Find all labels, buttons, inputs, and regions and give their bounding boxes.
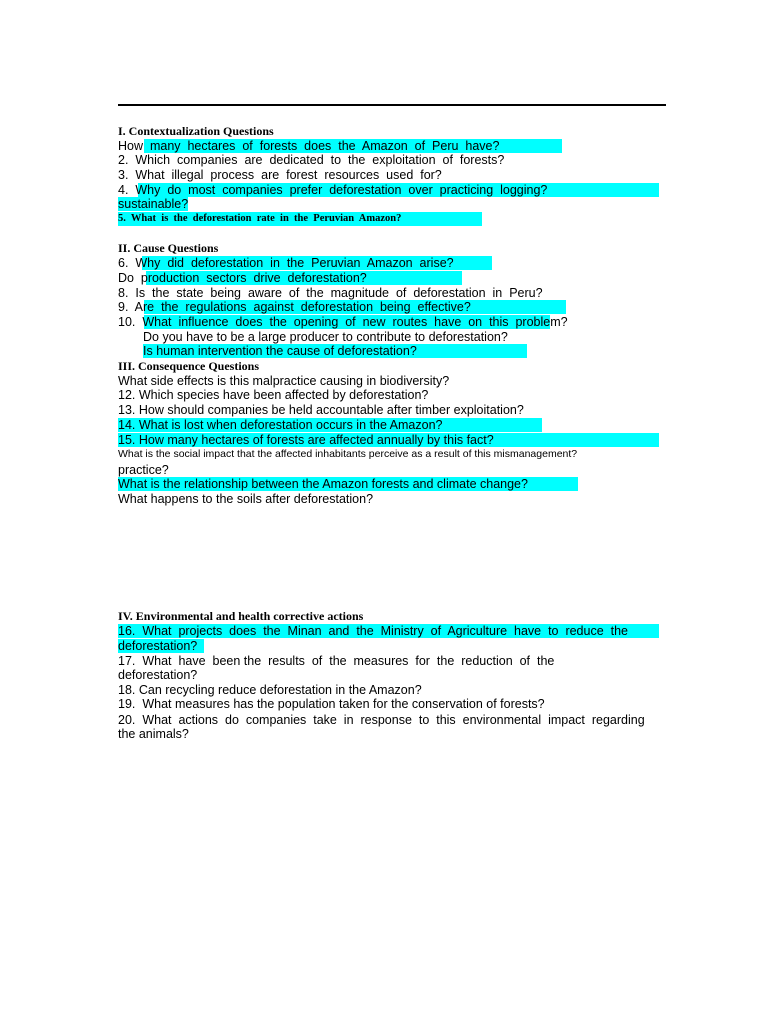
- question-line: deforestation?: [118, 668, 198, 682]
- question-line: Do production sectors drive deforestation?: [118, 271, 708, 286]
- question-line: What side effects is this malpractice causing in biodiversity?: [118, 374, 450, 388]
- question-line: 10. What influence does the opening of new routes have on this problem?: [118, 315, 568, 329]
- section-heading: II. Cause Questions: [118, 241, 219, 255]
- question-line: Do you have to be a large producer to contribute to deforestation?: [143, 330, 508, 344]
- question-line: 17. What have been the results of the measures for the reduction of the: [118, 654, 555, 668]
- question-line: 15. How many hectares of forests are affected annually by this fact?: [118, 433, 708, 448]
- section-heading: I. Contextualization Questions: [118, 124, 274, 138]
- question-line: the animals?: [118, 727, 189, 741]
- section-heading: III. Consequence Questions: [118, 359, 260, 373]
- question-line: sustainable?: [118, 197, 189, 211]
- question-line: 2. Which companies are dedicated to the exploitation of forests?: [118, 153, 505, 167]
- question-line: 16. What projects does the Minan and the Ministry of Agriculture have to reduce the: [118, 624, 708, 639]
- question-line: 9. Are the regulations against deforestation being effective?: [118, 300, 708, 315]
- question-line: 13. How should companies be held accountable after timber exploitation?: [118, 403, 524, 417]
- question-line: 19. What measures has the population taken for the conservation of forests?: [118, 697, 545, 711]
- question-line: 5. What is the deforestation rate in the Peruvian Amazon?: [118, 211, 708, 226]
- question-line: What happens to the soils after deforestation?: [118, 492, 374, 506]
- question-line: 8. Is the state being aware of the magnitude of deforestation in Peru?: [118, 286, 543, 300]
- question-line: practice?: [118, 463, 169, 477]
- question-line: 3. What illegal process are forest resources used for?: [118, 168, 442, 182]
- question-line: What is the relationship between the Amazon forests and climate change?: [118, 477, 708, 492]
- question-line: Is human intervention the cause of deforestation?: [143, 344, 733, 359]
- section-heading: IV. Environmental and health corrective actions: [118, 609, 364, 623]
- question-line: 14. What is lost when deforestation occurs in the Amazon?: [118, 418, 708, 433]
- question-line: What is the social impact that the affected inhabitants perceive as a result of this mismanagement?: [118, 448, 578, 460]
- question-line: 12. Which species have been affected by deforestation?: [118, 388, 429, 402]
- question-line: 18. Can recycling reduce deforestation in the Amazon?: [118, 683, 422, 697]
- question-line: 6. Why did deforestation in the Peruvian Amazon arise?: [118, 256, 708, 271]
- top-rule: [118, 104, 666, 106]
- question-line: How many hectares of forests does the Amazon of Peru have?: [118, 139, 594, 154]
- question-line: deforestation?: [118, 639, 708, 654]
- question-line: 4. Why do most companies prefer deforestation over practicing logging?: [118, 183, 708, 198]
- question-line: 20. What actions do companies take in response to this environmental impact regarding: [118, 713, 645, 727]
